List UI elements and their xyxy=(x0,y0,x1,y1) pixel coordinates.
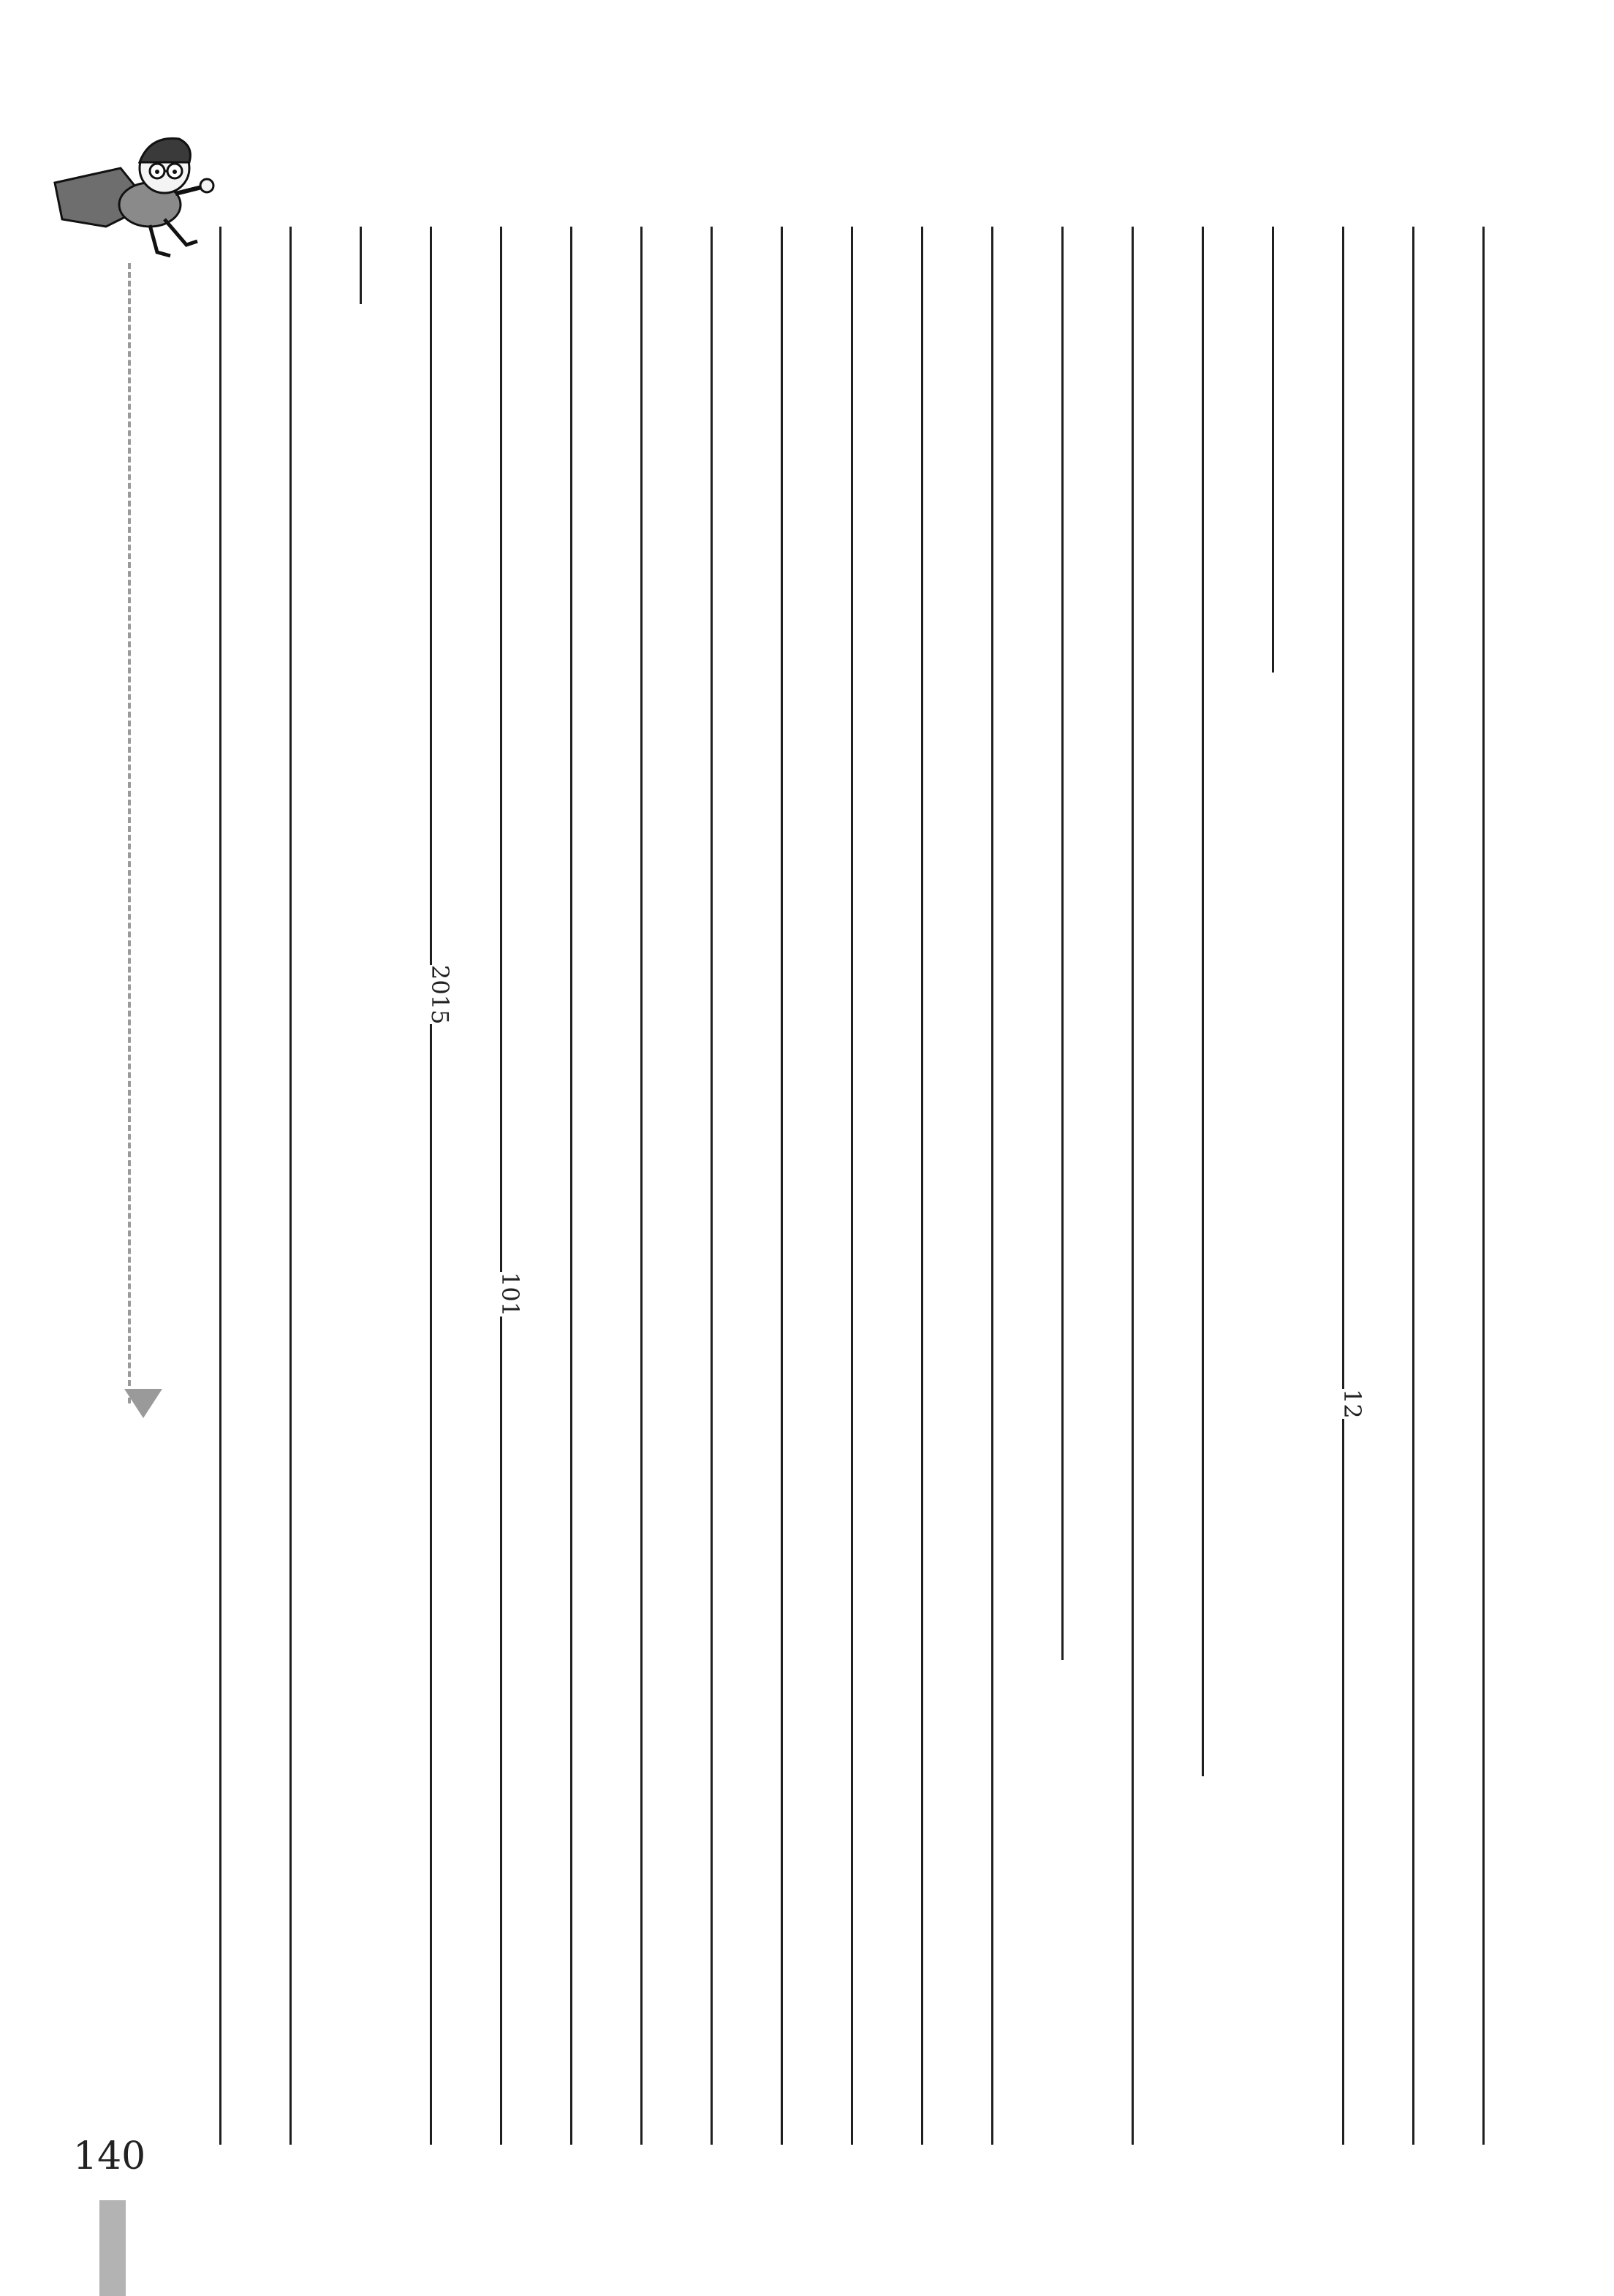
script-line xyxy=(1061,227,1064,1660)
column-number: 12 xyxy=(1336,1389,1367,1419)
text-column xyxy=(1124,227,1156,2164)
text-column xyxy=(773,227,806,2164)
script-line xyxy=(921,227,923,2145)
script-line xyxy=(1202,227,1204,1776)
page-number: 140 xyxy=(73,2134,146,2178)
text-column xyxy=(212,227,244,2164)
script-line xyxy=(851,227,853,2145)
text-column xyxy=(1265,227,1297,2164)
text-column xyxy=(844,227,876,2164)
column-number: 2015 xyxy=(424,965,455,1024)
script-line xyxy=(570,227,572,2145)
text-column xyxy=(914,227,946,2164)
column-number: 101 xyxy=(494,1272,525,1316)
script-line xyxy=(1342,227,1344,2145)
text-column xyxy=(1475,227,1507,2164)
script-line xyxy=(640,227,643,2145)
script-line xyxy=(500,227,502,2145)
text-column xyxy=(282,227,314,2164)
script-line xyxy=(289,227,292,2145)
script-line xyxy=(219,227,221,2145)
text-column xyxy=(1194,227,1227,2164)
script-line xyxy=(781,227,783,2145)
page-tab xyxy=(99,2200,126,2296)
text-column xyxy=(1405,227,1437,2164)
text-column xyxy=(352,227,384,2164)
running-header xyxy=(77,219,121,1403)
text-column xyxy=(703,227,735,2164)
text-column xyxy=(1054,227,1086,2164)
text-column xyxy=(423,227,455,2164)
text-column xyxy=(493,227,525,2164)
cartoon-boy-with-glasses-icon xyxy=(40,117,216,285)
script-line xyxy=(360,227,362,304)
text-column xyxy=(984,227,1016,2164)
script-line xyxy=(711,227,713,2145)
text-column xyxy=(633,227,665,2164)
script-line xyxy=(1132,227,1134,2145)
script-line xyxy=(1412,227,1414,2145)
script-line xyxy=(991,227,993,2145)
header-dashed-rule xyxy=(128,263,131,1403)
text-column xyxy=(563,227,595,2164)
script-line xyxy=(1272,227,1274,672)
triangle-down-icon xyxy=(124,1389,162,1418)
script-line xyxy=(430,227,432,2145)
text-column xyxy=(1335,227,1367,2164)
script-line xyxy=(1482,227,1485,2145)
